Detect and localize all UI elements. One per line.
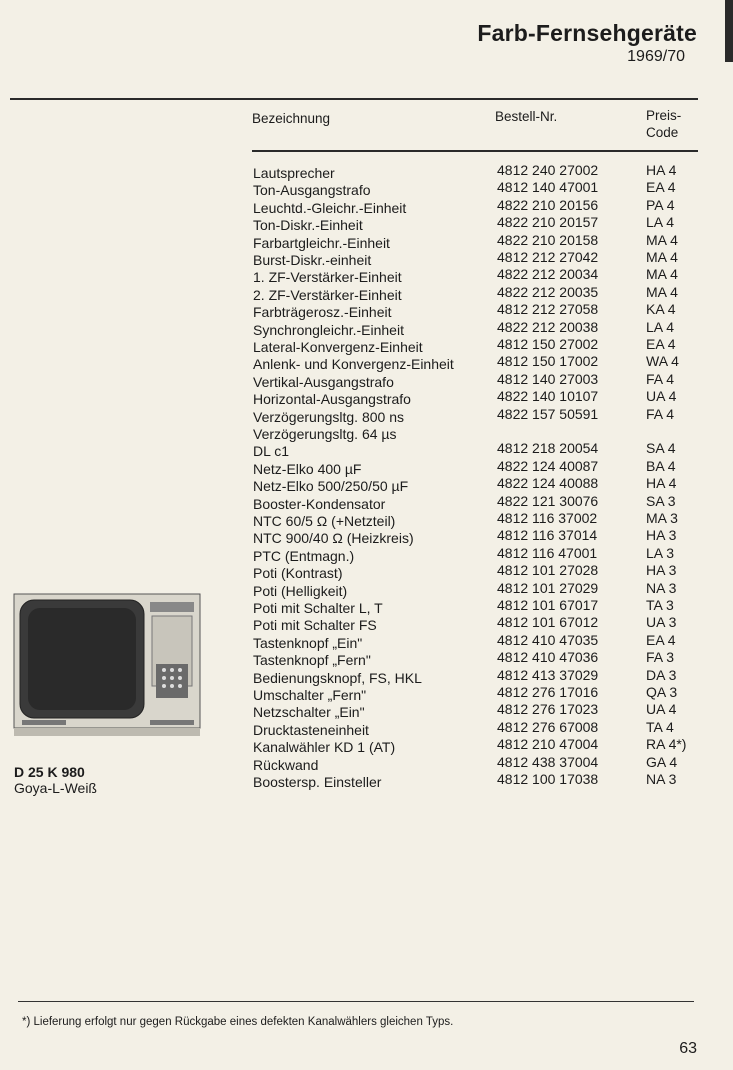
part-name: 2. ZF-Verstärker-Einheit [253,286,402,303]
part-name: Farbträgerosz.-Einheit [253,304,392,321]
order-number: 4812 140 27003 [497,370,599,387]
order-number: 4812 410 47035 [497,631,599,648]
price-code: UA 3 [646,614,677,631]
order-number: 4822 157 50591 [497,405,599,422]
part-name: NTC 60/5 Ω (+Netzteil) [253,513,396,529]
page-number: 63 [679,1040,697,1057]
order-number: 4812 140 47001 [497,179,599,196]
price-code: TA 4 [646,718,674,735]
part-name: NTC 900/40 Ω (Heizkreis) [253,530,414,547]
part-name: Tastenknopf „Fern" [253,652,371,669]
part-name: Boostersp. Einsteller [253,774,382,790]
page-edge-tab [725,0,733,62]
footnote-rule [18,1001,694,1002]
part-name: Poti (Helligkeit) [253,582,348,599]
price-code: BA 4 [646,457,676,474]
order-number: 4822 121 30076 [497,492,599,509]
price-code: MA 4 [646,231,678,248]
price-code: RA 4*) [646,736,687,753]
part-name: PTC (Entmagn.) [253,547,355,564]
part-name: Tastenknopf „Ein" [253,634,363,651]
price-code: SA 3 [646,492,676,509]
order-number: 4812 413 37029 [497,666,599,683]
part-name: Booster-Kondensator [253,495,386,512]
price-code: NA 3 [646,771,677,787]
order-number: 4812 101 27029 [497,579,599,596]
column-header-price-line1: Preis- [646,108,682,123]
order-number: 4812 276 17016 [497,684,599,700]
price-code: DA 3 [646,666,677,683]
price-code: MA 4 [646,249,678,265]
product-variant: Goya-L-Weiß [14,780,97,796]
part-name: Verzögerungsltg. 64 µs [253,426,397,442]
tv-set-illustration [12,590,204,746]
order-number: 4822 124 40087 [497,457,599,474]
part-name: Horizontal-Ausgangstrafo [253,391,411,408]
price-codes-column [646,162,706,792]
part-name: Poti (Kontrast) [253,565,343,582]
price-code: MA 4 [646,266,678,283]
order-number: 4812 116 47001 [497,544,598,561]
order-number: 4812 150 27002 [497,336,599,352]
price-code: HA 4 [646,475,677,492]
part-name: Poti mit Schalter L, T [253,600,383,616]
order-number: 4812 212 27042 [497,249,599,265]
part-name: Vertikal-Ausgangstrafo [253,373,394,390]
price-code: NA 3 [646,579,677,596]
price-code: FA 4 [646,370,675,387]
order-number: 4812 276 67008 [497,718,599,735]
part-name: 1. ZF-Verstärker-Einheit [253,269,402,286]
part-name: Burst-Diskr.-einheit [253,252,372,268]
part-name: Netz-Elko 500/250/50 µF [253,478,409,495]
order-number: 4812 101 27028 [497,562,599,579]
price-code: FA 3 [646,649,675,666]
column-header-order: Bestell-Nr. [495,109,558,124]
order-number: 4812 218 20054 [497,440,599,457]
column-header-price-line2: Code [646,125,679,140]
part-name: Leuchtd.-Gleichr.-Einheit [253,199,407,216]
price-code: SA 4 [646,440,676,457]
order-numbers-column [497,162,627,792]
part-names-column [253,165,493,795]
order-number: 4812 150 17002 [497,353,599,370]
part-name: Ton-Ausgangstrafo [253,182,371,199]
price-code: MA 4 [646,283,678,300]
part-name: Drucktasteneinheit [253,721,369,738]
order-number: 4822 212 20038 [497,318,599,335]
order-number: 4822 140 10107 [497,388,599,405]
part-name: Netz-Elko 400 µF [253,460,362,477]
part-name: DL c1 [253,443,290,460]
part-name: Netzschalter „Ein" [253,704,365,721]
price-code: HA 4 [646,162,677,178]
order-number: 4812 116 37014 [497,527,598,544]
column-header-price [646,107,681,141]
part-name: Farbartgleichr.-Einheit [253,234,390,251]
part-name: Umschalter „Fern" [253,687,367,703]
top-rule [10,98,698,100]
order-number: 4822 212 20035 [497,283,599,300]
part-name: Synchrongleichr.-Einheit [253,321,404,338]
product-model: D 25 K 980 [14,764,85,780]
order-number: 4822 210 20156 [497,196,599,213]
price-code: HA 3 [646,527,677,544]
order-number: 4822 210 20157 [497,214,599,231]
order-number: 4822 124 40088 [497,475,599,492]
part-name: Ton-Diskr.-Einheit [253,217,363,234]
price-code: TA 3 [646,597,674,613]
footnote: *) Lieferung erfolgt nur gegen Rückgabe eines defekten Kanalwählers gleichen Typs. [22,1016,454,1028]
column-header-name: Bezeichnung [252,111,331,126]
order-number: 4812 276 17023 [497,701,599,718]
order-number: 4822 212 20034 [497,266,599,283]
part-name: Poti mit Schalter FS [253,617,377,634]
order-number: 4812 210 47004 [497,736,599,753]
price-code: MA 3 [646,510,678,526]
price-code: GA 4 [646,753,678,770]
price-code: HA 3 [646,562,677,579]
order-number: 4812 101 67012 [497,614,599,631]
order-number: 4812 410 47036 [497,649,599,666]
order-number: 4822 210 20158 [497,231,599,248]
price-code: KA 4 [646,301,676,318]
part-name: Rückwand [253,756,319,773]
price-code: EA 4 [646,179,676,196]
price-code: LA 3 [646,544,675,561]
order-number: 4812 212 27058 [497,301,599,318]
part-name: Lateral-Konvergenz-Einheit [253,339,423,355]
page-year: 1969/70 [627,48,685,65]
order-number: 4812 116 37002 [497,510,598,526]
price-code: UA 4 [646,701,677,718]
part-name: Lautsprecher [253,165,335,181]
price-code: EA 4 [646,336,676,352]
price-code: WA 4 [646,353,679,370]
price-code: FA 4 [646,405,675,422]
price-code: PA 4 [646,196,675,213]
price-code: LA 4 [646,318,675,335]
price-code: LA 4 [646,214,675,231]
part-name: Verzögerungsltg. 800 ns [253,408,404,425]
price-code: UA 4 [646,388,677,405]
order-number: 4812 240 27002 [497,162,599,178]
price-code: EA 4 [646,631,676,648]
order-number: 4812 100 17038 [497,771,599,787]
part-name: Kanalwähler KD 1 (AT) [253,739,396,756]
part-name: Bedienungsknopf, FS, HKL [253,669,422,686]
header-rule [252,150,698,152]
page-title: Farb-Fernsehgeräte [477,20,697,46]
order-number: 4812 101 67017 [497,597,599,613]
order-number: 4812 438 37004 [497,753,599,770]
part-name: Anlenk- und Konvergenz-Einheit [253,356,454,373]
price-code: QA 3 [646,684,678,700]
